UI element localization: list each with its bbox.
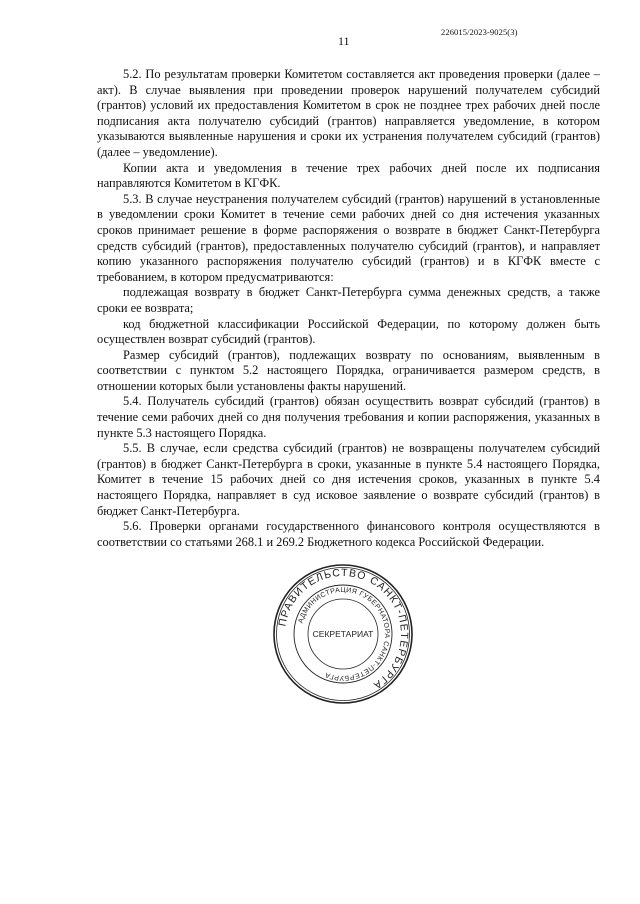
paragraph-grant-size: Размер субсидий (грантов), подлежащих возврату по основаниям, выявленным в соответствии с пунктом 5.2 настоящего Порядка, ограничивается размером средств, в отношении которых были установлены факты нарушений. — [97, 347, 600, 393]
seal-outer-text: ПРАВИТЕЛЬСТВО САНКТ-ПЕТЕРБУРГА — [276, 566, 411, 692]
document-body — [97, 67, 600, 550]
paragraph-5-2: 5.2. По результатам проверки Комитетом составляется акт проведения проверки (далее – акт). В случае выявления при проведении проверок нарушений получателем субсидий (грантов) условий их предоставления Комитетом в срок не позднее трех рабочих дней после подписания акта получателю субсидий (грантов) направляется уведомление, в котором указываются выявленные нарушения и сроки их устранения получателем субсидий (грантов) (далее – уведомление). — [97, 67, 600, 159]
paragraph-5-3: 5.3. В случае неустранения получателем субсидий (грантов) нарушений в установленные в уведомлении сроки Комитет в течение семи рабочих дней со дня истечения указанных сроков принимает решение в форме распоряжения о возврате в бюджет Санкт-Петербурга средств субсидий (грантов), предоставленных получателю субсидий (грантов), и направляет копию указанного распоряжения получателю субсидий (грантов) и в КГФК вместе с требованием, в котором предусматриваются: — [97, 191, 600, 284]
paragraph-5-5: 5.5. В случае, если средства субсидий (грантов) не возвращены получателем субсидий (грантов) в бюджет Санкт-Петербурга в сроки, указанные в пункте 5.4 настоящего Порядка, Комитет в течение 15 рабочих дней со дня истечения сроков, указанных в пункте 5.4 настоящего Порядка, направляет в суд исковое заявление о возврате субсидий (грантов) в бюджет Санкт-Петербурга. — [97, 441, 600, 518]
page-number: 11 — [338, 34, 350, 48]
seal-inner-text: АДМИНИСТРАЦИЯ ГУБЕРНАТОРА САНКТ-ПЕТЕРБУРГА — [297, 586, 391, 682]
official-seal — [272, 563, 414, 705]
document-id: 226015/2023-9025(3) — [441, 27, 518, 37]
paragraph-5-6: 5.6. Проверки органами государственного финансового контроля осуществляются в соответствии со статьями 268.1 и 269.2 Бюджетного кодекса Российской Федерации. — [97, 519, 600, 549]
paragraph-5-4: 5.4. Получатель субсидий (грантов) обязан осуществить возврат субсидий (грантов) в течение семи рабочих дней со дня получения требования и копии распоряжения, указанных в пункте 5.3 настоящего Порядка. — [97, 394, 600, 440]
seal-graphic — [272, 563, 414, 705]
seal-center-text: СЕКРЕТАРИАТ — [312, 629, 374, 639]
paragraph-return-amount: подлежащая возврату в бюджет Санкт-Петербурга сумма денежных средств, а также сроки ее возврата; — [97, 285, 600, 315]
paragraph-copies: Копии акта и уведомления в течение трех рабочих дней после их подписания направляются Комитетом в КГФК. — [97, 160, 600, 191]
paragraph-budget-code: код бюджетной классификации Российской Федерации, по которому должен быть осуществлен возврат субсидий (грантов). — [97, 316, 600, 347]
